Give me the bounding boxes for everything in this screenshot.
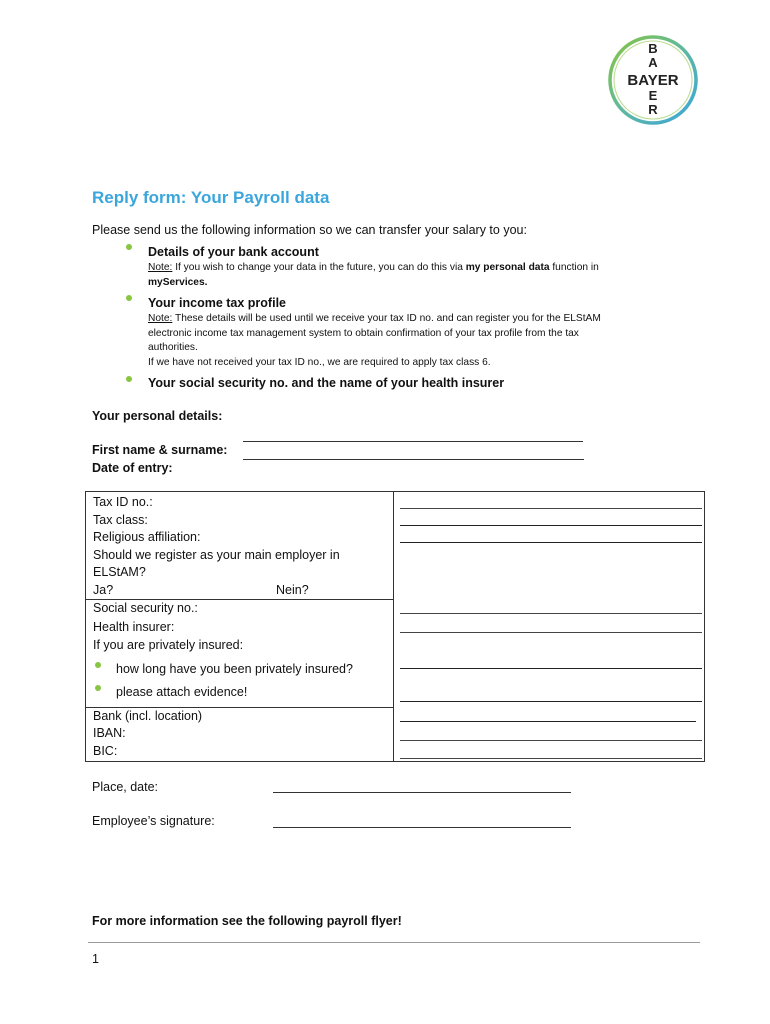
bic-label: BIC: [93,744,118,758]
attach-evidence-label: please attach evidence! [116,685,248,699]
register-question-label: ELStAM? [93,565,146,579]
personal-details-heading: Your personal details: [92,409,223,423]
privately-insured-label: If you are privately insured: [93,638,244,652]
religious-affiliation-label: Religious affiliation: [93,530,201,544]
note-label: Note: [148,313,173,324]
bullet-heading-tax: Your income tax profile [148,296,286,310]
table-column-divider [393,492,394,761]
tax-class-label: Tax class: [93,512,148,527]
bullet-heading-social: Your social security no. and the name of your health insurer [148,376,505,390]
bullet-dot-icon [95,662,101,668]
date-of-entry-label: Date of entry: [92,461,173,475]
bayer-logo [607,34,699,126]
ja-option[interactable]: Ja? [93,582,114,597]
note-bold: myServices. [148,276,208,288]
note-label: Note: [148,262,173,273]
health-insurer-field[interactable] [400,632,702,633]
first-name-label: First name & surname: [92,443,228,457]
bank-label: Bank (incl. location) [93,709,203,723]
employee-signature-field[interactable] [273,827,571,828]
bullet-heading-bank: Details of your bank account [148,245,319,259]
note-text: These details will be used until we receive your tax ID no. and can register you for the ELStAM [172,313,601,324]
note-text: If you wish to change your data in the future, you can do this via [172,262,466,273]
health-insurer-label: Health insurer: [93,620,175,634]
page-number: 1 [92,952,99,966]
iban-field[interactable] [400,740,702,741]
note-text: function in [549,262,599,273]
bullet-note-bank [148,261,678,290]
date-of-entry-field[interactable] [243,459,584,460]
iban-label: IBAN: [93,726,126,740]
note-text: If we have not received your tax ID no., we are required to apply tax class 6. [148,356,491,368]
logo-letter-b: B [648,41,658,56]
employee-signature-label: Employee’s signature: [92,814,215,828]
bic-field[interactable] [400,758,702,759]
footer-divider [88,942,700,943]
page-title: Reply form: Your Payroll data [92,188,330,207]
nein-option[interactable]: Nein? [276,582,309,597]
tax-id-label: Tax ID no.: [93,495,153,509]
note-text: authorities. [148,342,198,353]
place-date-label: Place, date: [92,780,159,794]
tax-class-field[interactable] [400,525,702,526]
how-long-insured-field[interactable] [400,668,702,669]
logo-word: BAYER [627,72,679,89]
first-name-field[interactable] [243,441,583,442]
bullet-dot-icon [95,685,101,691]
bullet-dot-icon [126,376,132,382]
religious-affiliation-field[interactable] [400,542,702,543]
ssn-label: Social security no.: [93,601,198,615]
logo-letter-e: E [648,88,658,103]
bullet-dot-icon [126,295,132,301]
note-text: electronic income tax management system to obtain confirmation of your tax profile from the tax [148,327,579,339]
how-long-insured-label: how long have you been privately insured? [116,662,353,676]
bank-field[interactable] [400,721,696,722]
bullet-dot-icon [126,244,132,250]
tax-id-field[interactable] [400,508,702,509]
note-bold: my personal data [465,262,550,273]
logo-letter-a: A [648,55,658,70]
intro-text: Please send us the following information so we can transfer your salary to you: [92,223,527,237]
more-info-note: For more information see the following payroll flyer! [92,914,402,928]
payroll-data-table [85,491,705,762]
logo-letter-r: R [648,102,658,117]
register-question-label: Should we register as your main employer in [93,547,340,562]
ssn-field[interactable] [400,613,702,614]
bullet-note-tax [148,312,678,370]
place-date-field[interactable] [273,792,571,793]
attach-evidence-field[interactable] [400,701,702,702]
